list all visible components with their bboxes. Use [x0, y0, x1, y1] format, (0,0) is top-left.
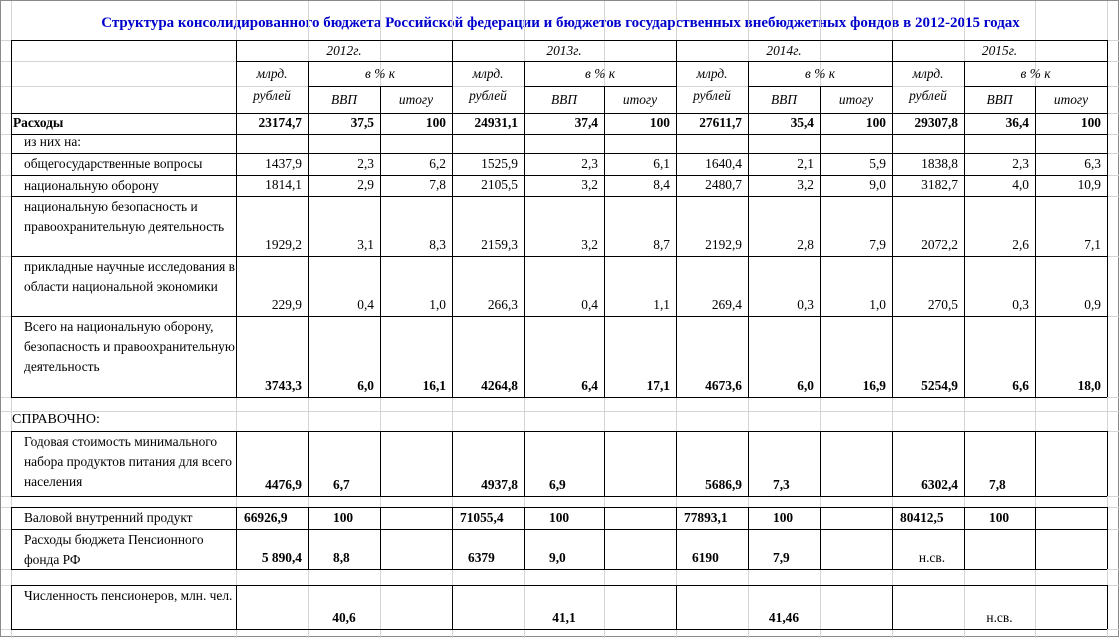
pct-header: в % к [585, 65, 615, 81]
value-cell: 2480,7 [705, 177, 742, 192]
value-cell: 7,8 [989, 477, 1006, 492]
value-cell: 5254,9 [921, 378, 958, 393]
value-cell: 4,0 [1012, 177, 1029, 192]
value-cell: 100 [425, 115, 446, 130]
value-cell: 4673,6 [705, 378, 742, 393]
value-cell: 8,7 [653, 237, 670, 252]
value-cell: 0,9 [1084, 297, 1101, 312]
total-subheader: итогу [398, 91, 434, 107]
value-cell: 100 [865, 115, 886, 130]
value-cell: 100 [1080, 115, 1101, 130]
gdp-subheader: ВВП [330, 91, 358, 107]
value-cell: 23174,7 [258, 115, 302, 130]
value-cell: 6,0 [797, 378, 814, 393]
row-label: из них на: [24, 134, 82, 149]
value-cell: 1,0 [869, 297, 886, 312]
table-title: Структура консолидированного бюджета Российской федерации и бюджетов государственных внебюджетных фондов в 2012-2015 годах [101, 15, 1020, 31]
value-cell: 27611,7 [699, 115, 742, 130]
value-cell: 0,3 [797, 297, 814, 312]
row-label: Численность пенсионеров, млн. чел. [24, 588, 233, 603]
value-cell: 6,3 [1084, 156, 1101, 171]
reference-label: СПРАВОЧНО: [12, 412, 100, 427]
value-cell: 2,8 [797, 237, 814, 252]
row-label: Всего на национальную оборону, безопасность и правоохранительную деятельность [24, 319, 235, 374]
value-cell: 6,1 [653, 156, 670, 171]
value-cell: 266,3 [487, 297, 518, 312]
value-cell: 2159,3 [481, 237, 518, 252]
value-cell: 1929,2 [265, 237, 302, 252]
value-cell: 9,0 [869, 177, 886, 192]
value-cell: 2,3 [581, 156, 598, 171]
value-cell: 6,4 [581, 378, 598, 393]
value-cell: 6,0 [357, 378, 374, 393]
value-cell: 5686,9 [705, 477, 742, 492]
value-cell: 36,4 [1005, 115, 1029, 130]
value-cell: 7,3 [773, 477, 790, 492]
value-cell: 269,4 [711, 297, 742, 312]
value-cell: 1,1 [653, 297, 670, 312]
value-cell: 7,9 [773, 550, 790, 565]
value-cell: 40,6 [332, 610, 356, 625]
value-cell: 0,3 [1012, 297, 1029, 312]
value-cell: 66926,9 [244, 510, 288, 525]
total-subheader: итогу [1053, 91, 1089, 107]
value-cell: 1838,8 [921, 156, 958, 171]
value-cell: 1814,1 [265, 177, 302, 192]
year-header: 2015г. [981, 42, 1018, 58]
value-cell: 100 [333, 510, 354, 525]
value-cell: 71055,4 [460, 510, 504, 525]
value-cell: 6,7 [333, 477, 350, 492]
value-cell: 7,8 [429, 177, 446, 192]
value-cell: 2,6 [1012, 237, 1029, 252]
value-cell: 2192,9 [705, 237, 742, 252]
value-cell: 0,4 [581, 297, 598, 312]
value-cell: 3,1 [357, 237, 374, 252]
total-subheader: итогу [622, 91, 658, 107]
gdp-subheader: ВВП [550, 91, 578, 107]
value-cell: 37,5 [350, 115, 374, 130]
value-cell: 10,9 [1077, 177, 1101, 192]
value-cell: 8,3 [429, 237, 446, 252]
value-cell: 16,9 [862, 378, 886, 393]
value-cell: 29307,8 [914, 115, 958, 130]
pct-header: в % к [365, 65, 395, 81]
value-cell: 6302,4 [921, 477, 958, 492]
value-cell: 24931,1 [474, 115, 518, 130]
value-cell: 35,4 [790, 115, 814, 130]
row-label: Годовая стоимость минимального набора продуктов питания для всего населения [24, 434, 232, 489]
value-cell: 2,1 [797, 156, 814, 171]
value-cell: 8,8 [333, 550, 350, 565]
value-cell: 3,2 [797, 177, 814, 192]
year-header: 2014г. [766, 42, 802, 58]
year-header: 2013г. [546, 42, 582, 58]
year-header: 2012г. [326, 42, 362, 58]
unit-header: млрд. рублей [253, 66, 291, 103]
value-cell: 0,4 [357, 297, 374, 312]
value-cell: 6,6 [1012, 378, 1029, 393]
value-cell: 2,3 [1012, 156, 1029, 171]
value-cell: 100 [773, 510, 794, 525]
value-cell: 100 [549, 510, 570, 525]
value-cell: 4476,9 [265, 477, 302, 492]
unit-header: млрд. рублей [469, 66, 507, 103]
value-cell: 270,5 [927, 297, 958, 312]
value-cell: 1437,9 [265, 156, 302, 171]
value-cell: 6379 [468, 550, 495, 565]
table-cells [1, 1, 1119, 638]
value-cell: н.св. [918, 550, 946, 565]
value-cell: 6,9 [549, 477, 566, 492]
unit-header: млрд. рублей [909, 66, 947, 103]
pct-header: в % к [1020, 65, 1051, 81]
value-cell: 9,0 [549, 550, 566, 565]
row-label: Расходы [13, 115, 64, 130]
value-cell: 3,2 [581, 177, 598, 192]
row-label: национальную безопасность и правоохранительную деятельность [24, 199, 225, 234]
row-label: национальную оборону [24, 178, 159, 193]
value-cell: 5,9 [869, 156, 886, 171]
value-cell: 3743,3 [265, 378, 302, 393]
row-label: Расходы бюджета Пенсионного фонда РФ [24, 532, 204, 567]
value-cell: 7,1 [1084, 237, 1101, 252]
value-cell: 17,1 [646, 378, 670, 393]
value-cell: н.св. [986, 610, 1013, 625]
value-cell: 4937,8 [481, 477, 518, 492]
value-cell: 1640,4 [705, 156, 742, 171]
row-label: общегосударственные вопросы [24, 156, 203, 171]
value-cell: 80412,5 [900, 510, 944, 525]
value-cell: 41,1 [552, 610, 576, 625]
value-cell: 3182,7 [921, 177, 958, 192]
value-cell: 3,2 [581, 237, 598, 252]
value-cell: 1,0 [429, 297, 446, 312]
value-cell: 2,3 [357, 156, 374, 171]
value-cell: 100 [989, 510, 1010, 525]
value-cell: 8,4 [653, 177, 670, 192]
total-subheader: итогу [838, 91, 874, 107]
value-cell: 16,1 [422, 378, 446, 393]
value-cell: 100 [649, 115, 670, 130]
value-cell: 2072,2 [921, 237, 958, 252]
unit-header: млрд. рублей [693, 66, 731, 103]
value-cell: 37,4 [574, 115, 598, 130]
pct-header: в % к [805, 65, 835, 81]
value-cell: 41,46 [768, 610, 800, 625]
value-cell: 5 890,4 [261, 550, 302, 565]
value-cell: 7,9 [869, 237, 886, 252]
value-cell: 18,0 [1077, 378, 1101, 393]
value-cell: 2,9 [357, 177, 374, 192]
value-cell: 77893,1 [684, 510, 728, 525]
value-cell: 1525,9 [481, 156, 518, 171]
value-cell: 229,9 [271, 297, 302, 312]
row-label: Валовой внутренний продукт [24, 510, 193, 525]
gdp-subheader: ВВП [770, 91, 798, 107]
value-cell: 6,2 [429, 156, 446, 171]
value-cell: 2105,5 [481, 177, 518, 192]
value-cell: 4264,8 [481, 378, 518, 393]
value-cell: 6190 [692, 550, 719, 565]
gdp-subheader: ВВП [986, 91, 1013, 107]
row-label: прикладные научные исследования в области национальной экономики [24, 259, 235, 294]
